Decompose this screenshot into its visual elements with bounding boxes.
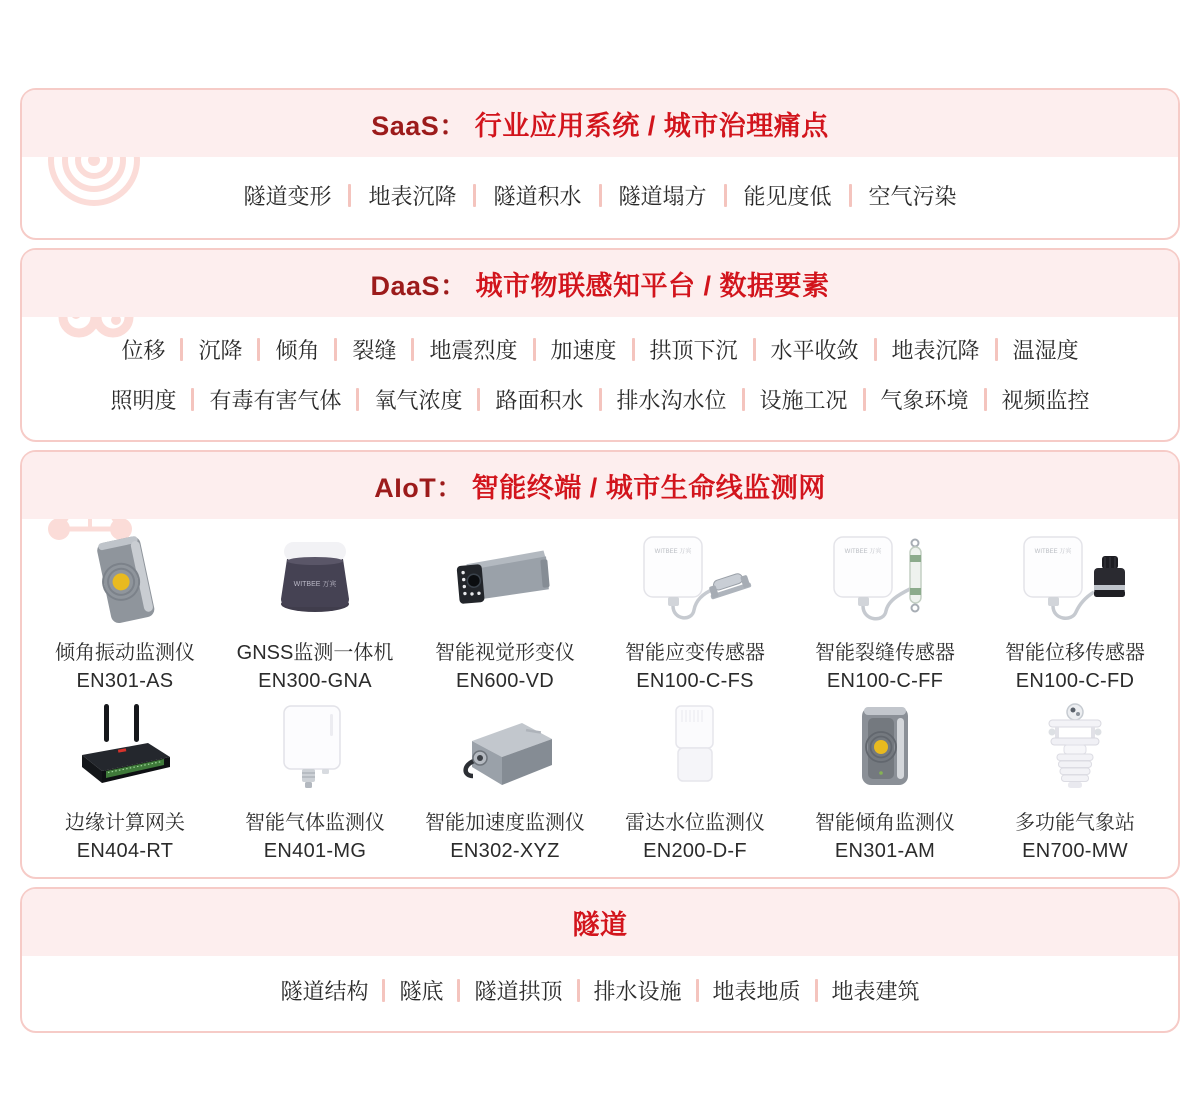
product-name: 雷达水位监测仪	[625, 812, 765, 834]
product-card	[600, 699, 790, 863]
device-image-en100-c-fs	[600, 529, 790, 631]
edge-gateway-image	[60, 701, 190, 801]
product-model: EN600-VD	[456, 670, 554, 692]
data-element-item: 拱顶下沉	[649, 338, 738, 363]
data-element-item: 倾角	[275, 338, 320, 363]
device-image-en401-mg	[220, 699, 410, 801]
data-element-item: 排水沟水位	[616, 388, 727, 413]
item-separator	[577, 979, 580, 1002]
item-separator	[473, 184, 476, 207]
item-separator	[874, 338, 877, 361]
item-separator	[995, 338, 998, 361]
product-model: EN301-AM	[834, 840, 936, 862]
product-name: 多功能气象站	[1015, 812, 1135, 834]
item-separator	[696, 979, 699, 1002]
item-separator	[180, 338, 183, 361]
tunnel-items-row	[22, 956, 1178, 1031]
tilt-vibration-sensor-image	[60, 531, 190, 631]
data-element-item: 加速度	[550, 338, 617, 363]
gnss-monitor-image	[250, 531, 380, 631]
device-image-en100-c-fd	[980, 529, 1170, 631]
product-name: 智能位移传感器	[1005, 642, 1145, 664]
item-separator	[599, 388, 602, 411]
data-element-item: 设施工况	[759, 388, 848, 413]
product-name: 智能加速度监测仪	[425, 812, 585, 834]
pain-point-item: 隧道塌方	[618, 184, 707, 209]
data-element-item: 有毒有害气体	[209, 388, 342, 413]
saas-section-header	[22, 90, 1178, 157]
data-element-item: 气象环境	[880, 388, 969, 413]
product-card	[410, 699, 600, 863]
item-separator	[257, 338, 260, 361]
item-separator	[334, 338, 337, 361]
item-separator	[457, 979, 460, 1002]
product-name: 智能裂缝传感器	[815, 642, 955, 664]
product-name: 智能倾角监测仪	[815, 812, 955, 834]
product-name: 智能气体监测仪	[245, 812, 385, 834]
product-model: EN100-C-FS	[636, 670, 754, 692]
strain-sensor-image	[630, 531, 760, 631]
product-model: EN301-AS	[76, 670, 174, 692]
device-image-en302-xyz	[410, 699, 600, 801]
device-image-en300-gna	[220, 529, 410, 631]
product-card	[980, 529, 1170, 693]
section-aiot	[20, 450, 1180, 879]
item-separator	[863, 388, 866, 411]
product-card	[790, 529, 980, 693]
device-image-en100-c-ff	[790, 529, 980, 631]
data-element-item: 裂缝	[352, 338, 397, 363]
product-card	[30, 699, 220, 863]
section-tunnel	[20, 887, 1180, 1033]
radar-water-level-image	[630, 701, 760, 801]
product-model: EN404-RT	[76, 840, 174, 862]
product-model: EN401-MG	[263, 840, 367, 862]
daas-title-prefix: DaaS：	[370, 271, 468, 301]
pain-point-item: 地表沉降	[368, 184, 457, 209]
data-element-item: 位移	[121, 338, 166, 363]
item-separator	[477, 388, 480, 411]
aiot-title-prefix: AIoT：	[374, 473, 464, 503]
product-card	[410, 529, 600, 693]
saas-title: 行业应用系统 / 城市治理痛点	[474, 111, 829, 141]
device-brand-label: WITBEE 万宾	[1034, 549, 1072, 555]
tunnel-item: 排水设施	[593, 979, 682, 1004]
product-name: 智能应变传感器	[625, 642, 765, 664]
daas-title: 城市物联感知平台 / 数据要素	[475, 271, 830, 301]
tilt-monitor-image	[820, 701, 950, 801]
data-element-item: 温湿度	[1012, 338, 1079, 363]
tunnel-section-header	[22, 889, 1178, 956]
data-element-item: 地表沉降	[891, 338, 980, 363]
data-element-item: 地震烈度	[429, 338, 518, 363]
product-model: EN302-XYZ	[450, 840, 560, 862]
daas-data-row-1	[22, 317, 1178, 365]
aiot-section-header	[22, 452, 1178, 519]
weather-station-image	[1010, 701, 1140, 801]
product-card	[980, 699, 1170, 863]
gas-monitor-image	[250, 701, 380, 801]
item-separator	[382, 979, 385, 1002]
tunnel-item: 地表建筑	[831, 979, 920, 1004]
item-separator	[632, 338, 635, 361]
item-separator	[984, 388, 987, 411]
product-card	[600, 529, 790, 693]
item-separator	[348, 184, 351, 207]
item-separator	[533, 338, 536, 361]
item-separator	[849, 184, 852, 207]
data-element-item: 路面积水	[495, 388, 584, 413]
item-separator	[724, 184, 727, 207]
device-image-en600-vd	[410, 529, 600, 631]
product-card	[220, 699, 410, 863]
product-model: EN100-C-FD	[1015, 670, 1135, 692]
device-image-en301-as	[30, 529, 220, 631]
saas-pain-point-row	[22, 157, 1178, 238]
item-separator	[742, 388, 745, 411]
item-separator	[599, 184, 602, 207]
pain-point-item: 隧道积水	[493, 184, 582, 209]
item-separator	[356, 388, 359, 411]
tunnel-item: 隧道结构	[280, 979, 369, 1004]
aiot-product-row-2	[22, 693, 1178, 877]
pain-point-item: 隧道变形	[243, 184, 332, 209]
data-element-item: 沉降	[198, 338, 243, 363]
vision-deformation-camera-image	[440, 531, 570, 631]
data-element-item: 视频监控	[1001, 388, 1090, 413]
data-element-item: 照明度	[110, 388, 177, 413]
aiot-product-row-1	[22, 519, 1178, 693]
pain-point-item: 空气污染	[868, 184, 957, 209]
product-model: EN300-GNA	[258, 670, 372, 692]
product-card	[30, 529, 220, 693]
device-brand-label: WITBEE 万宾	[293, 581, 337, 588]
product-model: EN700-MW	[1022, 840, 1128, 862]
acceleration-monitor-image	[440, 701, 570, 801]
tunnel-item: 隧道拱顶	[474, 979, 563, 1004]
device-brand-label: WITBEE 万宾	[844, 549, 882, 555]
tunnel-item: 隧底	[399, 979, 444, 1004]
section-daas	[20, 248, 1180, 442]
aiot-title: 智能终端 / 城市生命线监测网	[471, 473, 826, 503]
product-name: 倾角振动监测仪	[55, 642, 195, 664]
device-image-en700-mw	[980, 699, 1170, 801]
product-name: 边缘计算网关	[65, 812, 185, 834]
crack-sensor-image	[820, 531, 950, 631]
product-name: 智能视觉形变仪	[435, 642, 575, 664]
pain-point-item: 能见度低	[743, 184, 832, 209]
product-card	[220, 529, 410, 693]
device-image-en200-d-f	[600, 699, 790, 801]
device-image-en404-rt	[30, 699, 220, 801]
item-separator	[191, 388, 194, 411]
data-element-item: 氧气浓度	[374, 388, 463, 413]
device-image-en301-am	[790, 699, 980, 801]
saas-title-prefix: SaaS：	[371, 111, 467, 141]
displacement-sensor-image	[1010, 531, 1140, 631]
tunnel-item: 地表地质	[712, 979, 801, 1004]
tunnel-title: 隧道	[572, 910, 628, 940]
daas-section-header	[22, 250, 1178, 317]
item-separator	[753, 338, 756, 361]
item-separator	[815, 979, 818, 1002]
item-separator	[411, 338, 414, 361]
section-saas	[20, 88, 1180, 240]
daas-data-row-2	[22, 365, 1178, 440]
data-element-item: 水平收敛	[770, 338, 859, 363]
product-model: EN100-C-FF	[826, 670, 944, 692]
device-brand-label: WITBEE 万宾	[654, 549, 692, 555]
product-name: GNSS监测一体机	[236, 642, 394, 664]
product-model: EN200-D-F	[643, 840, 747, 862]
product-card	[790, 699, 980, 863]
